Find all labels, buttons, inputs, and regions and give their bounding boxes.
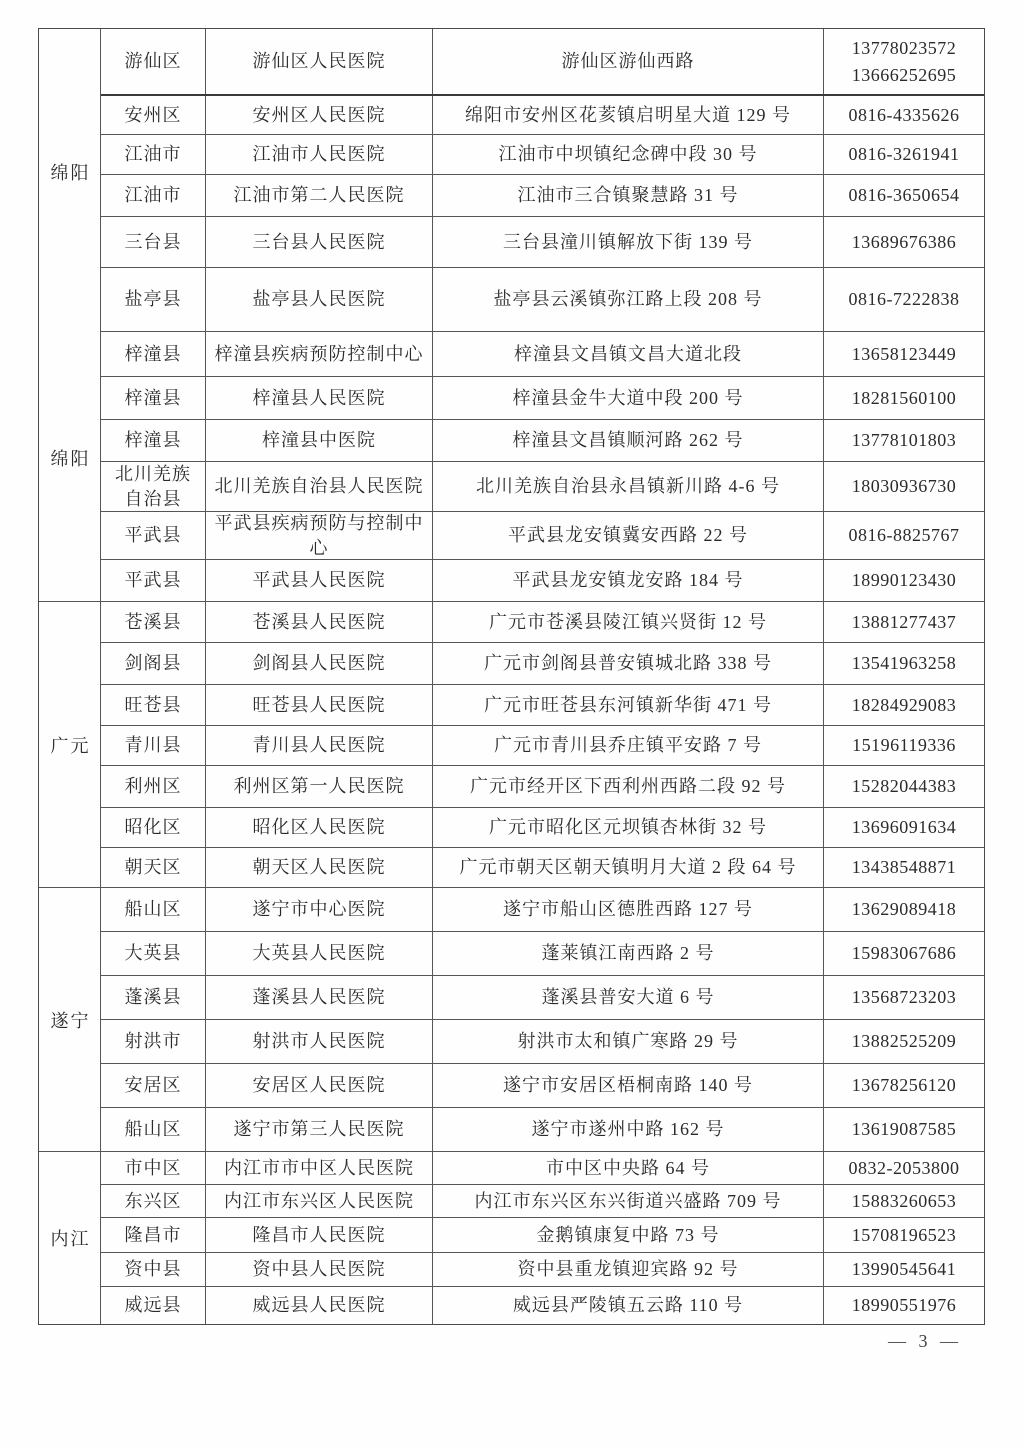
section-rows	[101, 602, 984, 887]
address-cell: 盐亭县云溪镇弥江路上段 208 号	[433, 268, 824, 331]
phone-cell	[824, 848, 984, 887]
table-row	[101, 1107, 984, 1151]
phone-number: 0816-8825767	[848, 525, 960, 546]
hospital-cell: 大英县人民医院	[206, 932, 433, 975]
address-cell: 广元市昭化区元坝镇杏林街 32 号	[433, 808, 824, 847]
address-cell: 遂宁市遂州中路 162 号	[433, 1108, 824, 1151]
hospital-cell: 射洪市人民医院	[206, 1020, 433, 1063]
phone-cell	[824, 1253, 984, 1286]
hospital-cell: 青川县人民医院	[206, 726, 433, 765]
table-row	[101, 511, 984, 559]
address-cell: 梓潼县文昌镇文昌大道北段	[433, 332, 824, 376]
district-cell: 旺苍县	[101, 685, 206, 725]
section-rows	[101, 1152, 984, 1324]
district-cell: 船山区	[101, 1108, 206, 1151]
hospital-cell: 梓潼县疾病预防控制中心	[206, 332, 433, 376]
phone-number: 13696091634	[851, 817, 957, 838]
district-cell: 昭化区	[101, 808, 206, 847]
phone-number: 13689676386	[851, 231, 957, 252]
phone-cell	[824, 332, 984, 376]
phone-number: 15983067686	[851, 943, 957, 964]
table-row	[101, 1286, 984, 1324]
table-row	[101, 807, 984, 847]
district-cell: 资中县	[101, 1253, 206, 1286]
table-row	[101, 725, 984, 765]
phone-number: 13541963258	[851, 653, 957, 674]
address-cell: 平武县龙安镇冀安西路 22 号	[433, 512, 824, 559]
table-row	[101, 559, 984, 601]
phone-cell	[824, 1064, 984, 1107]
phone-number: 15708196523	[851, 1224, 957, 1245]
hospital-cell: 昭化区人民医院	[206, 808, 433, 847]
district-cell: 平武县	[101, 512, 206, 559]
phone-number: 15196119336	[852, 735, 956, 756]
phone-cell	[824, 1152, 984, 1184]
phone-cell	[824, 175, 984, 216]
table-row	[101, 765, 984, 807]
district-cell: 盐亭县	[101, 268, 206, 331]
hospital-cell: 旺苍县人民医院	[206, 685, 433, 725]
hospital-cell: 江油市第二人民医院	[206, 175, 433, 216]
phone-cell	[824, 217, 984, 267]
phone-number: 0832-2053800	[848, 1157, 960, 1178]
city-label: 内江	[50, 1229, 91, 1249]
table-row	[101, 94, 984, 134]
city-label: 广元	[50, 735, 91, 756]
phone-cell	[824, 96, 984, 134]
hospital-cell: 内江市市中区人民医院	[206, 1152, 433, 1184]
hospital-cell: 游仙区人民医院	[206, 29, 433, 94]
phone-cell	[824, 1287, 984, 1324]
hospital-cell: 北川羌族自治县人民医院	[206, 462, 433, 511]
table-row	[101, 888, 984, 931]
table-row	[101, 642, 984, 684]
phone-number: 13568723203	[851, 987, 957, 1008]
phone-cell	[824, 976, 984, 1019]
hospital-cell: 蓬溪县人民医院	[206, 976, 433, 1019]
table-row	[101, 1184, 984, 1217]
section-rows	[101, 29, 984, 601]
table-row	[101, 1252, 984, 1286]
phone-number: 13658123449	[851, 343, 957, 364]
hospital-table	[38, 28, 985, 1325]
address-cell: 梓潼县文昌镇顺河路 262 号	[433, 420, 824, 461]
address-cell: 广元市青川县乔庄镇平安路 7 号	[433, 726, 824, 765]
hospital-cell: 三台县人民医院	[206, 217, 433, 267]
phone-number: 18990551976	[851, 1295, 957, 1316]
phone-cell	[824, 560, 984, 601]
city-cell	[39, 888, 101, 1151]
city-section-广元	[39, 601, 984, 887]
table-row	[101, 331, 984, 376]
address-cell: 梓潼县金牛大道中段 200 号	[433, 377, 824, 419]
table-row	[101, 376, 984, 419]
hospital-cell: 苍溪县人民医院	[206, 602, 433, 642]
address-cell: 威远县严陵镇五云路 110 号	[433, 1287, 824, 1324]
hospital-cell: 遂宁市中心医院	[206, 888, 433, 931]
district-cell: 游仙区	[101, 29, 206, 94]
address-cell: 游仙区游仙西路	[433, 29, 824, 94]
district-cell: 梓潼县	[101, 377, 206, 419]
address-cell: 市中区中央路 64 号	[433, 1152, 824, 1184]
hospital-cell: 江油市人民医院	[206, 135, 433, 174]
table-row	[101, 847, 984, 887]
table-row	[101, 1063, 984, 1107]
phone-number: 13678256120	[851, 1075, 957, 1096]
phone-cell	[824, 512, 984, 559]
address-cell: 射洪市太和镇广寒路 29 号	[433, 1020, 824, 1063]
district-cell: 东兴区	[101, 1185, 206, 1217]
table-row	[101, 975, 984, 1019]
phone-cell	[824, 377, 984, 419]
district-cell: 大英县	[101, 932, 206, 975]
phone-number: 18990123430	[851, 570, 957, 591]
table-row	[101, 602, 984, 642]
table-row	[101, 134, 984, 174]
hospital-cell: 利州区第一人民医院	[206, 766, 433, 807]
hospital-cell: 内江市东兴区人民医院	[206, 1185, 433, 1217]
table-row	[101, 216, 984, 267]
phone-cell	[824, 643, 984, 684]
district-cell: 利州区	[101, 766, 206, 807]
city-section-遂宁	[39, 887, 984, 1151]
address-cell: 广元市苍溪县陵江镇兴贤街 12 号	[433, 602, 824, 642]
district-cell: 安州区	[101, 96, 206, 134]
city-cell	[39, 29, 101, 601]
phone-number: 15282044383	[851, 776, 957, 797]
phone-cell	[824, 1218, 984, 1252]
phone-number: 13629089418	[851, 899, 957, 920]
hospital-cell: 梓潼县人民医院	[206, 377, 433, 419]
phone-cell	[824, 888, 984, 931]
district-cell: 平武县	[101, 560, 206, 601]
section-rows	[101, 888, 984, 1151]
address-cell: 江油市三合镇聚慧路 31 号	[433, 175, 824, 216]
phone-cell	[824, 685, 984, 725]
page-number: — 3 —	[888, 1331, 962, 1351]
table-row	[101, 174, 984, 216]
district-cell: 剑阁县	[101, 643, 206, 684]
address-cell: 广元市剑阁县普安镇城北路 338 号	[433, 643, 824, 684]
district-cell: 梓潼县	[101, 420, 206, 461]
district-cell: 船山区	[101, 888, 206, 931]
district-cell: 梓潼县	[101, 332, 206, 376]
table-row	[101, 684, 984, 725]
hospital-cell: 安州区人民医院	[206, 96, 433, 134]
phone-cell	[824, 462, 984, 511]
district-cell: 隆昌市	[101, 1218, 206, 1252]
address-cell: 广元市经开区下西利州西路二段 92 号	[433, 766, 824, 807]
hospital-cell: 朝天区人民医院	[206, 848, 433, 887]
phone-number: 13666252695	[851, 64, 957, 85]
district-cell: 安居区	[101, 1064, 206, 1107]
city-label: 绵阳	[50, 449, 91, 469]
address-cell: 三台县潼川镇解放下街 139 号	[433, 217, 824, 267]
address-cell: 广元市旺苍县东河镇新华街 471 号	[433, 685, 824, 725]
phone-cell	[824, 268, 984, 331]
phone-number: 13778023572	[851, 38, 957, 59]
phone-number: 13619087585	[851, 1119, 957, 1140]
phone-number: 0816-3261941	[848, 144, 960, 165]
hospital-cell: 盐亭县人民医院	[206, 268, 433, 331]
phone-number: 18281560100	[851, 387, 957, 408]
table-row	[101, 931, 984, 975]
hospital-cell: 平武县人民医院	[206, 560, 433, 601]
city-label: 遂宁	[50, 1010, 91, 1031]
district-cell: 青川县	[101, 726, 206, 765]
phone-cell	[824, 1108, 984, 1151]
address-cell: 北川羌族自治县永昌镇新川路 4-6 号	[433, 462, 824, 511]
phone-cell	[824, 726, 984, 765]
district-cell: 市中区	[101, 1152, 206, 1184]
hospital-cell: 资中县人民医院	[206, 1253, 433, 1286]
hospital-cell: 梓潼县中医院	[206, 420, 433, 461]
table-row	[101, 419, 984, 461]
table-row	[101, 461, 984, 511]
phone-cell	[824, 766, 984, 807]
city-section-内江	[39, 1151, 984, 1324]
district-cell: 射洪市	[101, 1020, 206, 1063]
hospital-cell: 平武县疾病预防与控制中心	[206, 512, 433, 559]
district-cell: 江油市	[101, 175, 206, 216]
phone-number: 13438548871	[851, 857, 957, 878]
address-cell: 广元市朝天区朝天镇明月大道 2 段 64 号	[433, 848, 824, 887]
phone-cell	[824, 602, 984, 642]
phone-number: 13778101803	[851, 430, 957, 451]
phone-number: 18030936730	[851, 476, 957, 497]
table-row	[101, 267, 984, 331]
district-cell: 三台县	[101, 217, 206, 267]
phone-number: 13881277437	[851, 611, 957, 632]
address-cell: 内江市东兴区东兴街道兴盛路 709 号	[433, 1185, 824, 1217]
phone-number: 15883260653	[851, 1190, 957, 1211]
address-cell: 蓬溪县普安大道 6 号	[433, 976, 824, 1019]
phone-cell	[824, 1020, 984, 1063]
phone-cell	[824, 932, 984, 975]
table-row	[101, 1019, 984, 1063]
address-cell: 资中县重龙镇迎宾路 92 号	[433, 1253, 824, 1286]
phone-number: 0816-7222838	[848, 289, 960, 310]
hospital-cell: 遂宁市第三人民医院	[206, 1108, 433, 1151]
phone-cell	[824, 808, 984, 847]
hospital-cell: 剑阁县人民医院	[206, 643, 433, 684]
address-cell: 绵阳市安州区花荄镇启明星大道 129 号	[433, 96, 824, 134]
address-cell: 金鹅镇康复中路 73 号	[433, 1218, 824, 1252]
table-row	[101, 29, 984, 94]
city-label: 绵阳	[50, 163, 91, 183]
phone-cell	[824, 1185, 984, 1217]
hospital-cell: 威远县人民医院	[206, 1287, 433, 1324]
address-cell: 蓬莱镇江南西路 2 号	[433, 932, 824, 975]
district-cell: 朝天区	[101, 848, 206, 887]
phone-cell	[824, 29, 984, 94]
phone-number: 18284929083	[851, 694, 957, 715]
district-cell: 江油市	[101, 135, 206, 174]
city-section-绵阳	[39, 29, 984, 601]
district-cell: 北川羌族自治县	[101, 462, 206, 511]
phone-cell	[824, 420, 984, 461]
district-cell: 蓬溪县	[101, 976, 206, 1019]
address-cell: 遂宁市船山区德胜西路 127 号	[433, 888, 824, 931]
phone-number: 13882525209	[851, 1031, 957, 1052]
district-cell: 苍溪县	[101, 602, 206, 642]
address-cell: 平武县龙安镇龙安路 184 号	[433, 560, 824, 601]
phone-number: 0816-4335626	[848, 104, 960, 125]
district-cell: 威远县	[101, 1287, 206, 1324]
hospital-cell: 隆昌市人民医院	[206, 1218, 433, 1252]
city-cell	[39, 1152, 101, 1324]
hospital-cell: 安居区人民医院	[206, 1064, 433, 1107]
phone-number: 0816-3650654	[848, 185, 960, 206]
phone-number: 13990545641	[851, 1259, 957, 1280]
phone-cell	[824, 135, 984, 174]
address-cell: 遂宁市安居区梧桐南路 140 号	[433, 1064, 824, 1107]
city-cell	[39, 602, 101, 887]
table-row	[101, 1152, 984, 1184]
address-cell: 江油市中坝镇纪念碑中段 30 号	[433, 135, 824, 174]
table-row	[101, 1217, 984, 1252]
